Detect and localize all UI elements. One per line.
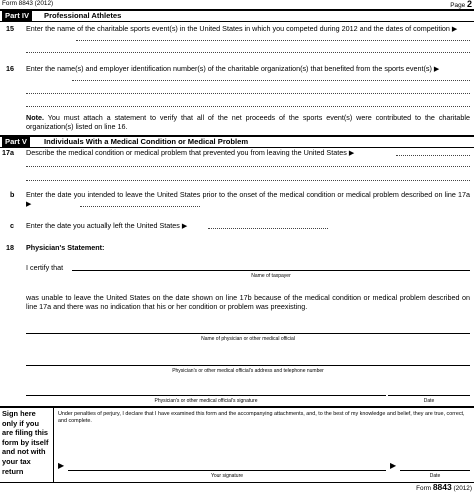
- your-signature-caption: Your signature: [210, 473, 244, 479]
- physician-signature-field[interactable]: [26, 395, 386, 396]
- arrow-icon: ▶: [26, 201, 32, 208]
- line-18-number: 18: [6, 243, 14, 252]
- line-16-field-1[interactable]: [72, 80, 470, 81]
- arrow-icon: ▶: [58, 461, 65, 470]
- line-17a-text: [26, 148, 470, 158]
- line-18-body: was unable to leave the United States on the date shown on line 17b because of the medical condition or medical problem described on line 17a and there was no indication that his or her condition or problem was preexisting.: [26, 293, 470, 311]
- line-17c-number: c: [10, 221, 14, 230]
- line-16-label: Enter the name(s) and employer identification number(s) of the charitable organization(s) that benefited from the sports event(s): [26, 64, 432, 73]
- line-17b-date-field[interactable]: [80, 206, 200, 207]
- taxpayer-name-field[interactable]: [72, 270, 470, 271]
- page-number-value: 2: [466, 0, 472, 9]
- part-iv-rule: [0, 21, 474, 22]
- part-iv-tag: Part IV: [2, 11, 32, 21]
- sign-date-field[interactable]: [400, 470, 470, 471]
- part-iv-title: Professional Athletes: [44, 11, 122, 20]
- arrow-icon: ▶: [181, 223, 188, 230]
- note-label: Note.: [26, 113, 44, 122]
- sign-here-label: Sign here only if you are filing this form by itself and not with your tax return: [2, 409, 49, 476]
- part-iv-note: [26, 113, 470, 131]
- line-17b-number: b: [10, 190, 15, 199]
- line-17a-field-2[interactable]: [26, 166, 470, 167]
- part-v-tag: Part V: [2, 137, 30, 147]
- line-16-text: [26, 64, 470, 74]
- line-17c-date-field[interactable]: [208, 228, 328, 229]
- line-18-title: Physician's Statement:: [26, 243, 105, 252]
- physician-name-caption: Name of physician or other medical official: [201, 336, 295, 342]
- sign-divider: [53, 408, 54, 482]
- page-label: Page: [450, 2, 466, 9]
- line-17a-number: 17a: [2, 148, 14, 157]
- taxpayer-name-caption: Name of taxpayer: [251, 273, 291, 279]
- line-17a-field-1[interactable]: [396, 155, 470, 156]
- form-id: Form 8843 (2012): [2, 0, 54, 7]
- physician-date-caption: Date: [423, 398, 435, 404]
- arrow-icon: ▶: [451, 26, 458, 33]
- line-15-field-2[interactable]: [26, 52, 470, 53]
- physician-date-field[interactable]: [388, 395, 470, 396]
- your-signature-field[interactable]: [68, 470, 386, 471]
- arrow-icon: ▶: [433, 66, 440, 73]
- perjury-statement: Under penalties of perjury, I declare that I have examined this form and the accompanying attachments, and, to the best of my knowledge and belief, they are true, correct, and complete.: [58, 411, 465, 424]
- arrow-icon: ▶: [348, 150, 355, 157]
- line-17c-label: Enter the date you actually left the United States: [26, 221, 180, 230]
- arrow-icon: ▶: [390, 461, 397, 470]
- line-15-field-1[interactable]: [76, 40, 470, 41]
- line-16-field-2[interactable]: [26, 93, 470, 94]
- line-17c-text: [26, 221, 187, 231]
- physician-signature-caption: Physician's or other medical official's signature: [154, 398, 258, 404]
- part-v-title: Individuals With a Medical Condition or Medical Problem: [44, 137, 249, 146]
- physician-name-field[interactable]: [26, 333, 470, 334]
- footer-form-number: 8843: [432, 482, 452, 492]
- line-15-text: [26, 24, 470, 34]
- footer-year: (2012): [453, 485, 472, 492]
- line-15-number: 15: [6, 24, 14, 33]
- physician-address-field[interactable]: [26, 365, 470, 366]
- footer-form-label: Form: [416, 485, 432, 492]
- line-15-label: Enter the name of the charitable sports event(s) in the United States in which you competed during 2012 and the dates of competition: [26, 24, 450, 33]
- line-16-field-3[interactable]: [26, 106, 470, 107]
- note-text: You must attach a statement to verify that all of the net proceeds of the sports event(s) were contributed to the charitable organization(s) listed on line 16.: [26, 113, 470, 131]
- footer-rule: [0, 482, 474, 483]
- line-17b-label: Enter the date you intended to leave the United States prior to the onset of the medical condition or medical problem described on line 17a: [26, 190, 470, 199]
- line-17a-field-3[interactable]: [26, 180, 470, 181]
- certify-label: I certify that: [26, 263, 64, 272]
- physician-address-caption: Physician's or other medical official's address and telephone number: [172, 368, 324, 374]
- sign-top-rule: [0, 406, 474, 408]
- line-17a-label: Describe the medical condition or medical problem that prevented you from leaving the United States: [26, 148, 347, 157]
- line-16-number: 16: [6, 64, 14, 73]
- sign-date-caption: Date: [429, 473, 441, 479]
